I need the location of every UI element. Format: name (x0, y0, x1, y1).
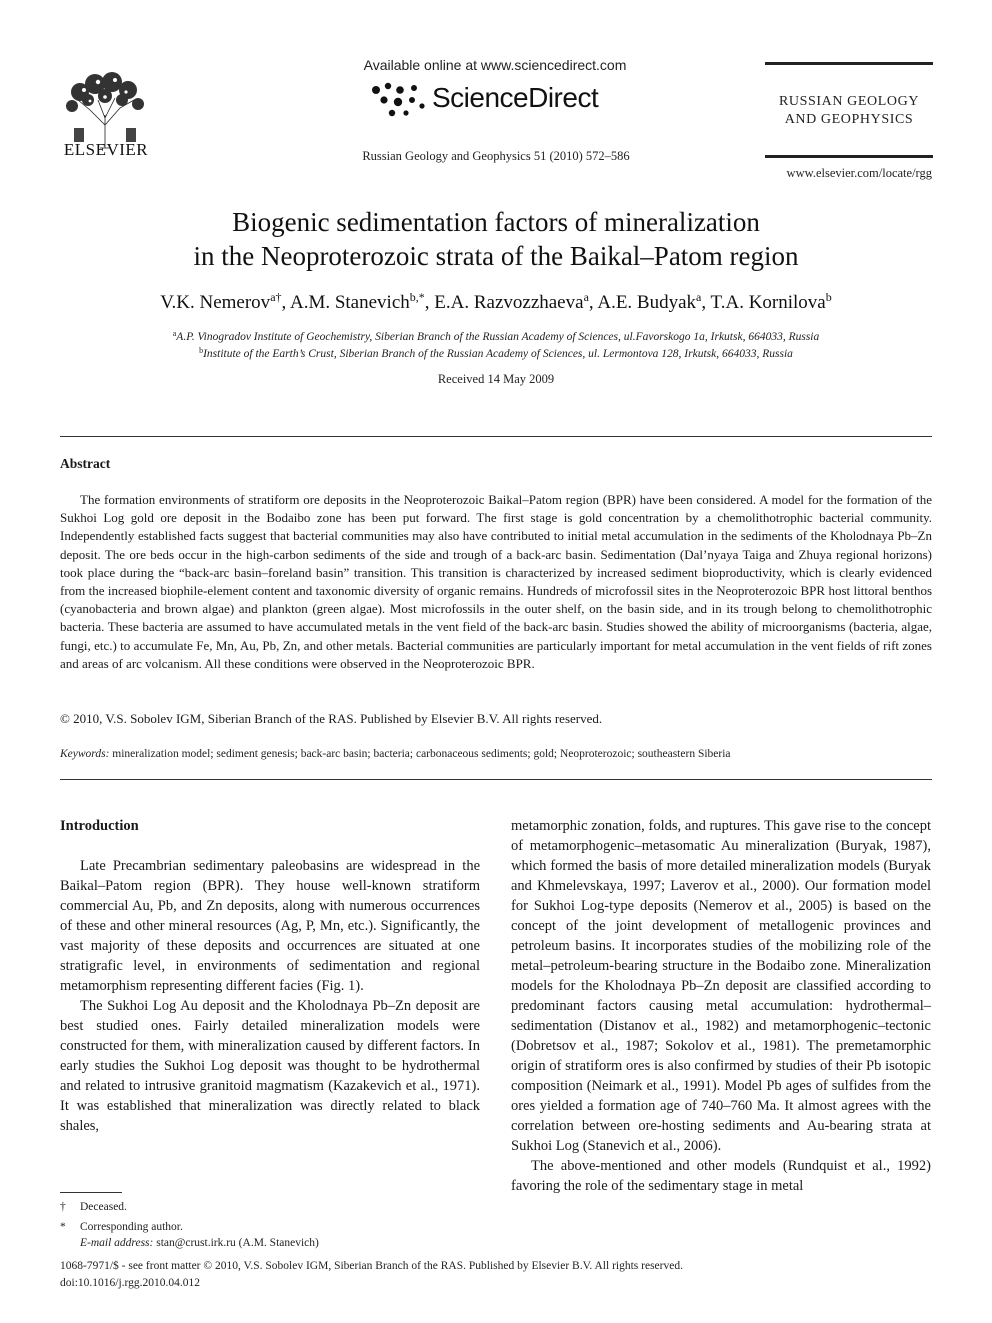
journal-title-line2: AND GEOPHYSICS (784, 112, 914, 127)
divider (60, 779, 932, 780)
author-affiliation-mark: a† (270, 290, 282, 304)
keywords-list: mineralization model; sediment genesis; back-arc basin; bacteria; carbonaceous sediments; gold; Neoproterozoic; southeastern Siberia (112, 748, 731, 760)
body-paragraph: The Sukhoi Log Au deposit and the Kholodnaya Pb–Zn deposit are best studied ones. Fairly detailed mineralization models were constructed for them, with mineralization caused by different factors. In early studies the Sukhoi Log deposit was thought to be hydrothermal and related to intrusive granitoid magmatism (Kazakevich et al., 1971). It was established that mineralization was directly related to black shales, (60, 998, 480, 1134)
publisher-name: ELSEVIER (63, 140, 149, 159)
footnote-deceased (60, 1201, 490, 1213)
footnote-text: Corresponding author. (80, 1221, 183, 1233)
footnote-symbol: † (60, 1201, 66, 1213)
article-title-line2: in the Neoproterozoic strata of the Baikal–Patom region (193, 241, 799, 271)
body-paragraph: Late Precambrian sedimentary paleobasins are widespread in the Baikal–Patom region (BPR). They house well-known stratiform commercial Au, Pb, and Zn deposits, along with numerous occurrences of these and other mineral resources (Ag, P, Mn, etc.). Significantly, the vast majority of these deposits and occurrences are situated at one stratigrafic level, in environments of sedimentation and regional metamorphism representing different facies (Fig. 1). (60, 858, 480, 994)
affiliation-a (60, 329, 932, 343)
author-separator: , (424, 292, 435, 313)
section-heading: Introduction (60, 818, 139, 834)
author-name: A.M. Stanevich (289, 292, 410, 313)
issn-line: 1068-7971/$ - see front matter © 2010, V.S. Sobolev IGM, Siberian Branch of the RAS. Published by Elsevier B.V. All rights reserved. (60, 1260, 683, 1272)
sciencedirect-availability[interactable]: Available online at www.sciencedirect.com (363, 57, 627, 73)
journal-title-rule-bottom (765, 155, 933, 158)
keywords-label: Keywords: (60, 748, 110, 760)
doi-link[interactable]: doi:10.1016/j.rgg.2010.04.012 (60, 1277, 201, 1289)
article-title (60, 205, 932, 273)
copyright-notice: © 2010, V.S. Sobolev IGM, Siberian Branch of the RAS. Published by Elsevier B.V. All rights reserved. (60, 711, 603, 726)
affiliation-mark: a (172, 329, 177, 338)
journal-title-rule-top (765, 62, 933, 65)
author-affiliation-mark: a (696, 290, 702, 304)
affiliation-b (60, 346, 932, 360)
author-separator: , (701, 292, 711, 313)
body-column-right (511, 816, 931, 1196)
affiliation-text: Institute of the Earth’s Crust, Siberian Branch of the Russian Academy of Sciences, ul. Lermontova 128, Irkutsk, 664033, Russia (203, 348, 793, 360)
affiliation-text: A.P. Vinogradov Institute of Geochemistry, Siberian Branch of the Russian Academy of Sciences, ul.Favorskogo 1a, Irkutsk, 664033, Russia (176, 331, 820, 343)
author-name: V.K. Nemerov (160, 292, 271, 313)
author-name: A.E. Budyak (597, 292, 697, 313)
author-affiliation-mark: a (583, 290, 589, 304)
article-title-line1: Biogenic sedimentation factors of mineralization (232, 207, 760, 237)
author-separator: , (588, 292, 598, 313)
abstract-heading: Abstract (60, 456, 111, 471)
divider (60, 436, 932, 437)
body-column-left (60, 816, 480, 1136)
author-name: E.A. Razvozzhaeva (434, 292, 584, 313)
journal-citation: Russian Geology and Geophysics 51 (2010) 572–586 (362, 149, 630, 163)
abstract-text: The formation environments of stratiform ore deposits in the Neoproterozoic Baikal–Patom region (BPR) have been considered. A model for the formation of the Sukhoi Log gold ore deposit in the Bodaibo zone has been put forward. The first stage is gold concentration by a chemolithotrophic bacterial community. Independently established facts suggest that bacterial communities may also have contributed to initial metal accumulation in the sediments of the Kholodnaya Pb–Zn deposit. The ore beds occur in the high-carbon sediments of the side and trough of a back-arc basin. Sedimentation (Dal’nyaya Taiga and Zhuya regional horizons) took place during the “back-arc basin–foreland basin” transition. This transition is characterized by increased sediment bioproductivity, which is clearly evidenced from the increased biophile-element content and taxonomic diversity of organic remains. Hundreds of microfossil sites in the Neoproterozoic BPR host littoral benthos (cyanobacteria and brown algae) and plankton (green algae). Most microfossils in the outer shelf, on the basin side, and in its trough belong to chemolithotrophic bacteria. These bacteria are assumed to have accumulated metals in the vent field of the back-arc basin. Studies showed the ability of microorganisms (bacteria, algae, fungi, etc.) to accumulate Fe, Mn, Au, Pb, Zn, and other metals. Bacterial communities are particularly important for metal accumulation in the vent fields of rift zones and areas of arc volcanism. All these conditions were observed in the Neoproterozoic BPR. (60, 492, 932, 671)
footnote-symbol: * (60, 1221, 66, 1233)
footnote-email (80, 1237, 510, 1249)
body-paragraph: metamorphic zonation, folds, and ruptures. This gave rise to the concept of metamorphogenic–metasomatic Au mineralization (Buryak, 1987), which formed the basis of more detailed mineralization models (Buryak and Khmelevskaya, 1997; Laverov et al., 2000). Our formation model for Sukhoi Log-type deposits (Nemerov et al., 2005) is based on the concept of the joint development of metallogenic provinces and petroleum basins. It incorporates studies of the mobilizing role of the metal–petroleum-bearing structure in the Bodaibo zone. Mineralization models for the Kholodnaya Pb–Zn deposit are classified according to predominant factors causing metal accumulation: hydrothermal–sedimentation (Distanov et al., 1982) and metamorphogenic–tectonic (Dobretsov et al., 1987; Sokolov et al., 1981). The premetamorphic origin of stratiform ores is also confirmed by studies of their Pb isotopic composition (Neimark et al., 1991). Model Pb ages of sulfides from the ores yielded a formation age of 740–760 Ma. It almost agrees with the correlation between ore-hosting sediments and Au-bearing strata at Sukhoi Log (Stanevich et al., 2006). (511, 818, 931, 1154)
footnote-corresponding (60, 1221, 490, 1233)
received-date: Received 14 May 2009 (437, 372, 555, 386)
email-label: E-mail address: (80, 1237, 154, 1249)
journal-title-line1: RUSSIAN GEOLOGY (778, 94, 920, 109)
email-link[interactable]: stan@crust.irk.ru (A.M. Stanevich) (156, 1237, 319, 1249)
author-name: T.A. Kornilova (710, 292, 826, 313)
keywords (60, 748, 932, 760)
author-affiliation-mark: b,* (409, 290, 425, 304)
journal-title (765, 93, 933, 129)
body-paragraph: The above-mentioned and other models (Rundquist et al., 1992) favoring the role of the sedimentary stage in metal (511, 1158, 931, 1194)
affiliation-mark: b (199, 346, 204, 355)
author-separator: , (281, 292, 290, 313)
footnote-text: Deceased. (80, 1201, 127, 1213)
journal-url-link[interactable]: www.elsevier.com/locate/rgg (786, 166, 932, 180)
sciencedirect-brand: ScienceDirect (432, 82, 599, 113)
author-affiliation-mark: b (825, 290, 832, 304)
author-list (60, 290, 932, 314)
footnote-divider (60, 1192, 122, 1193)
